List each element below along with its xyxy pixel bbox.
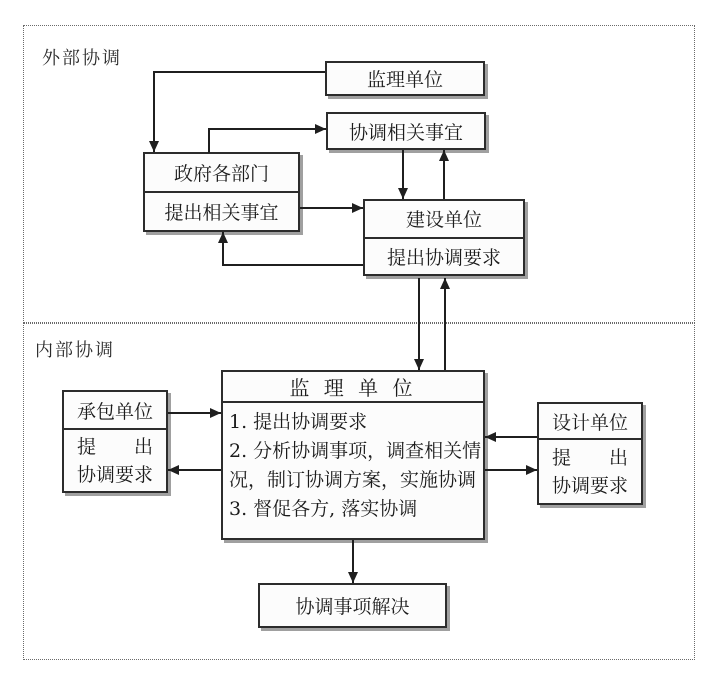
government-title: 政府各部门 (173, 163, 269, 185)
arrowhead-left-icon (168, 465, 179, 475)
supervision-internal-items (223, 401, 483, 538)
box-contractor (62, 390, 168, 493)
internal-section-label: 内部协调 (35, 340, 115, 361)
arrowhead-up-icon (440, 278, 450, 289)
resolved-label: 协调事项解决 (295, 596, 410, 618)
connector-supervision-to-government-v (153, 71, 155, 152)
design-sub-line1: 提 出 (551, 446, 628, 469)
supervision-item-2-cont: 况，制订协调方案，实施协调 (229, 469, 477, 491)
external-section-label: 外部协调 (42, 48, 122, 69)
coordinate-matters-label: 协调相关事宜 (348, 121, 463, 144)
construction-title: 建设单位 (405, 209, 482, 232)
contractor-sub-line1: 提 出 (76, 435, 153, 458)
arrowhead-down-icon (398, 188, 408, 199)
design-sub-line2: 协调要求 (551, 474, 628, 497)
supervision-item-1: 1. 提出协调要求 (229, 411, 368, 433)
supervision-external-label: 监理单位 (366, 69, 443, 91)
box-resolved (258, 583, 447, 628)
connector-government-to-coordinate-h (208, 128, 326, 130)
arrowhead-left-icon (485, 432, 496, 442)
arrowhead-up-icon (218, 232, 228, 243)
connector-construction-to-government-h (222, 264, 363, 266)
connector-supervision-to-construction (444, 278, 446, 370)
arrowhead-down-icon (149, 141, 159, 152)
government-sub: 提出相关事宜 (145, 191, 298, 230)
arrowhead-right-icon (315, 124, 326, 134)
arrowhead-down-icon (348, 572, 358, 583)
box-coordinate-matters (326, 112, 486, 150)
construction-sub: 提出协调要求 (365, 237, 523, 275)
arrowhead-right-icon (526, 465, 537, 475)
connector-supervision-to-government-h (153, 71, 325, 73)
contractor-title: 承包单位 (76, 400, 153, 423)
box-supervision-internal (221, 370, 485, 540)
arrowhead-right-icon (352, 203, 363, 213)
supervision-item-3: 3. 督促各方, 落实协调 (229, 498, 418, 520)
box-government (143, 152, 300, 232)
connector-government-to-coordinate-v (208, 128, 210, 153)
connector-construction-to-supervision (418, 278, 420, 370)
arrowhead-up-icon (439, 150, 449, 161)
contractor-sub-line2: 协调要求 (76, 463, 153, 486)
box-design (537, 402, 643, 505)
arrowhead-right-icon (210, 408, 221, 418)
box-supervision-external (325, 61, 485, 96)
arrowhead-down-icon (414, 359, 424, 370)
supervision-internal-title: 监 理 单 位 (289, 376, 417, 400)
design-title: 设计单位 (551, 411, 628, 434)
contractor-sub (64, 428, 166, 491)
box-construction (363, 199, 525, 276)
supervision-item-2: 2. 分析协调事项，调查相关情 (229, 440, 482, 462)
design-sub (539, 438, 641, 503)
